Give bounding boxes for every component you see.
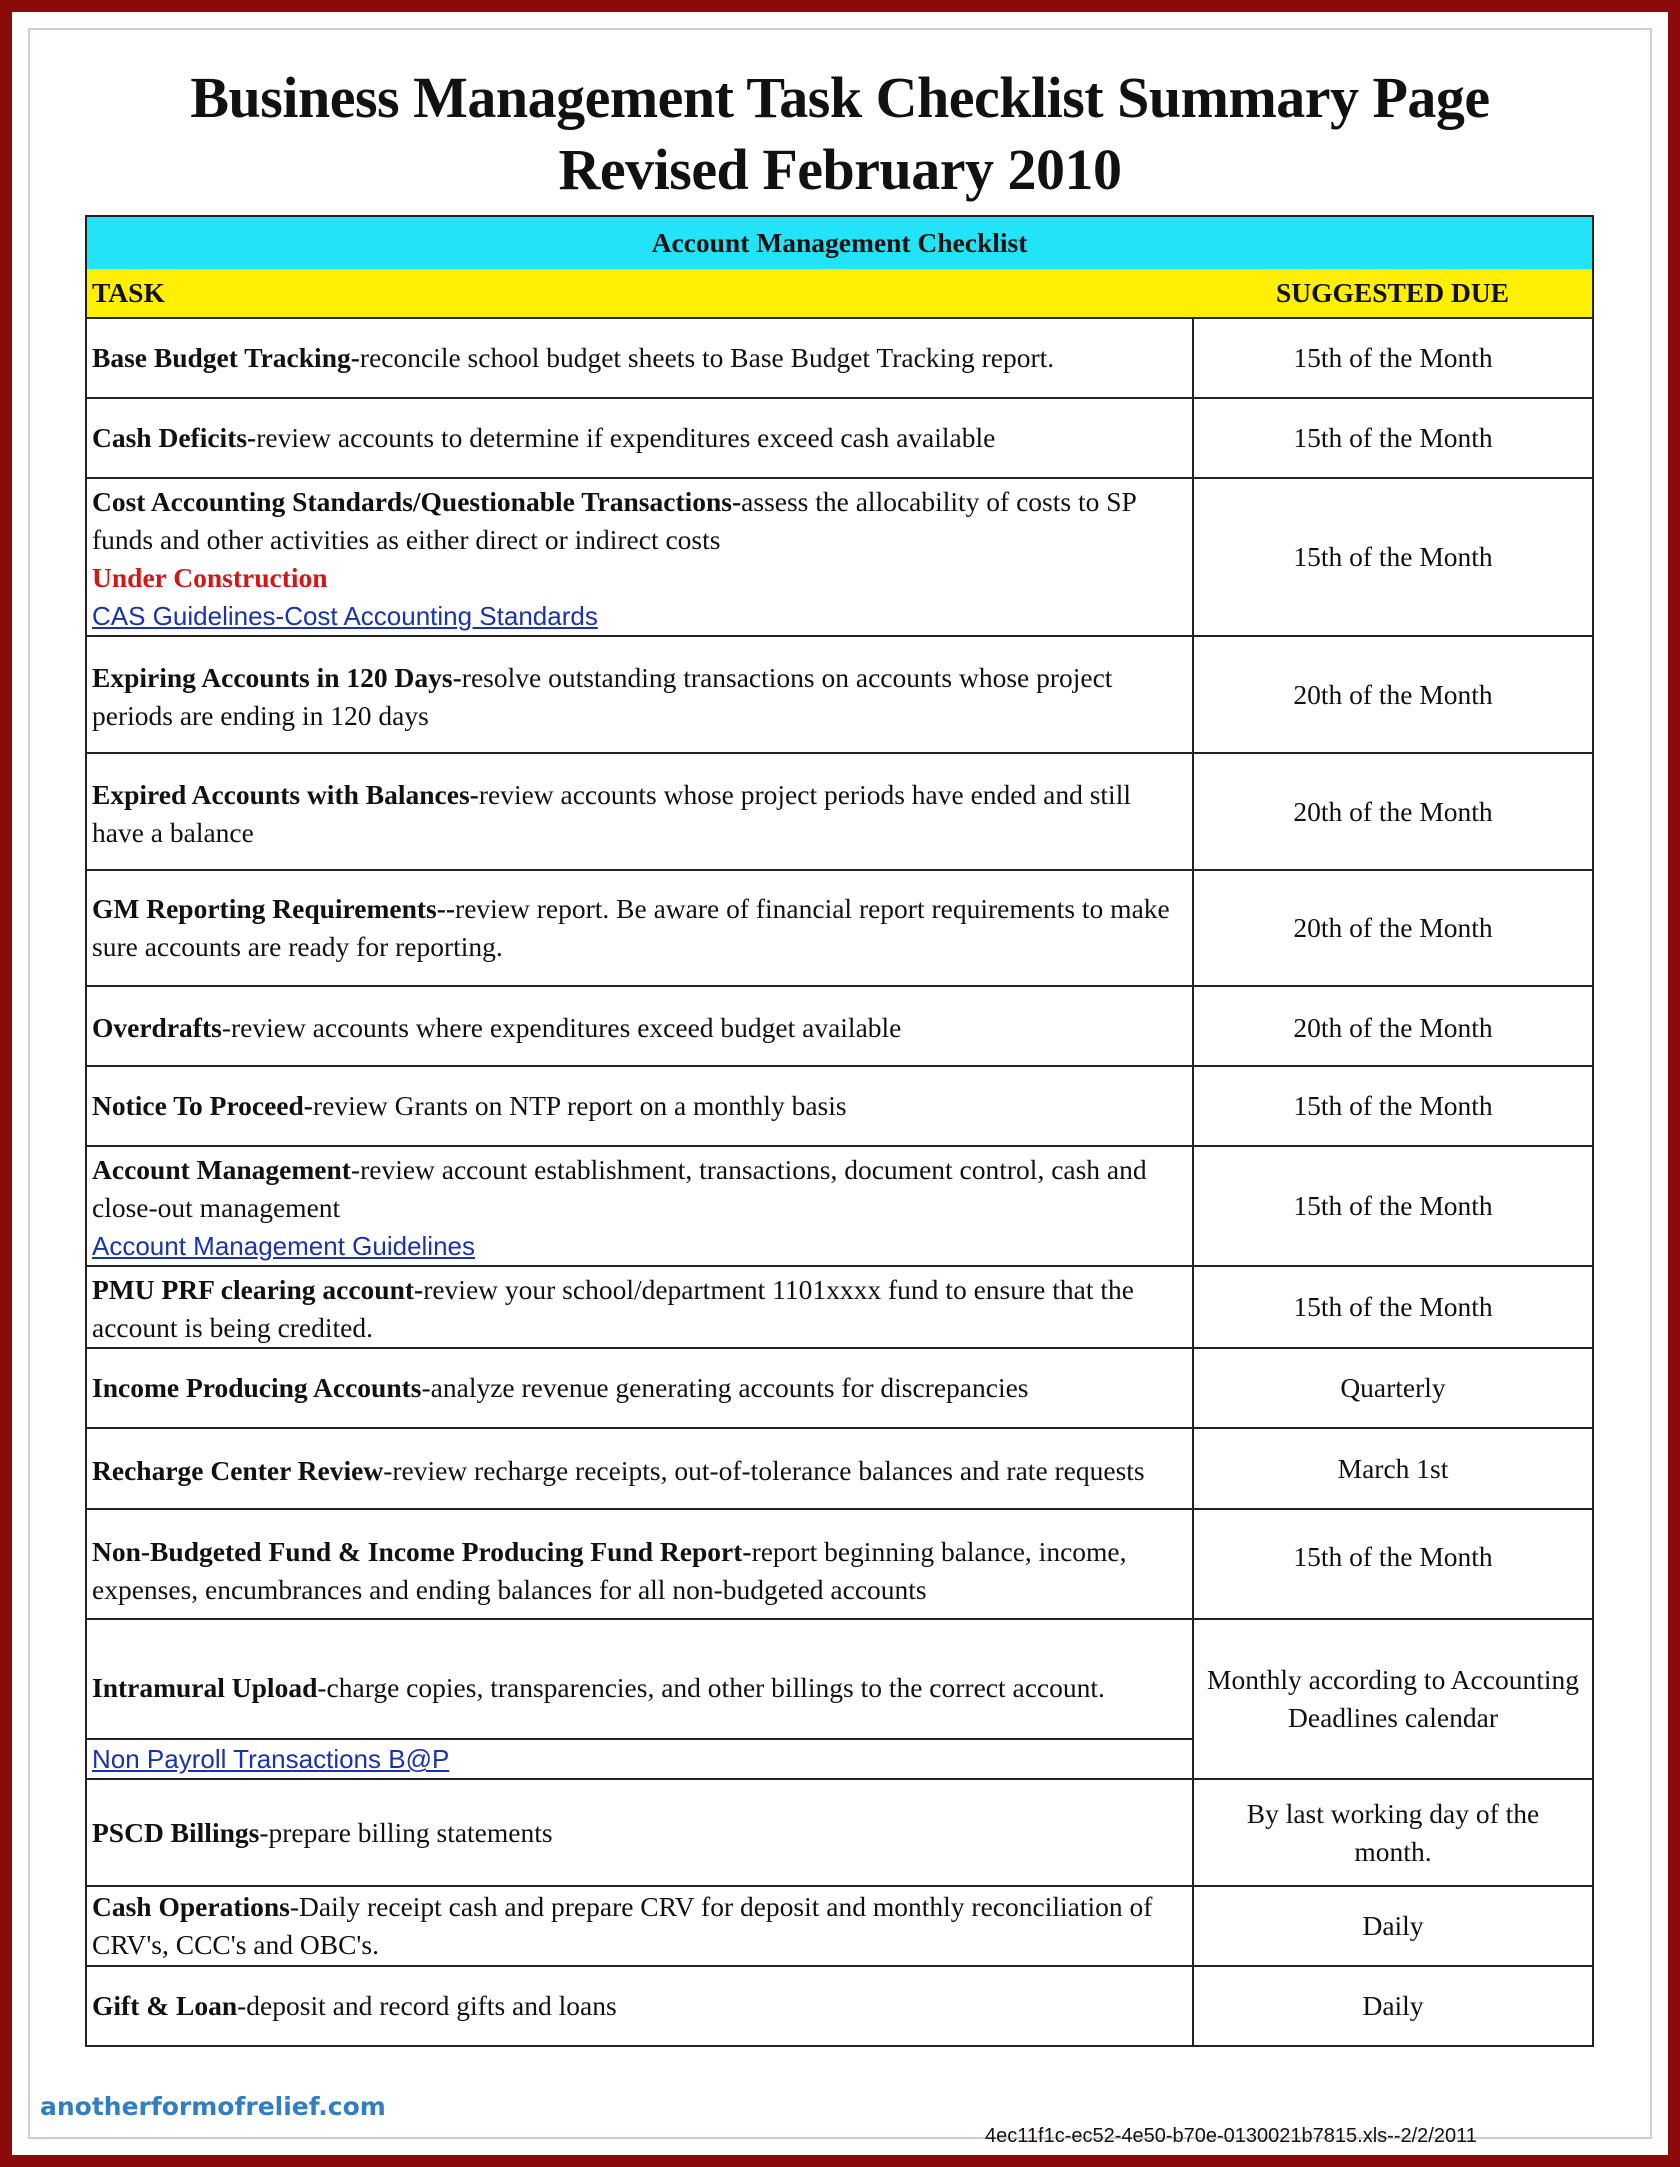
task-desc: -charge copies, transparencies, and other billings to the correct account.	[317, 1672, 1105, 1703]
table-row	[86, 398, 1593, 478]
task-cell	[86, 478, 1193, 636]
task-desc: -review account establishment, transactions, document control, cash and close-out management	[92, 1154, 1147, 1223]
due-cell: March 1st	[1193, 1428, 1593, 1509]
task-cell	[86, 986, 1193, 1066]
task-name: Cash Deficits-	[92, 422, 257, 453]
due-cell: 15th of the Month	[1193, 318, 1593, 398]
header-suggested-due: SUGGESTED DUE	[1193, 269, 1593, 318]
link-cell	[86, 1739, 1193, 1779]
task-name: PMU PRF clearing account-	[92, 1274, 424, 1305]
banner-row	[86, 216, 1593, 269]
header-task: TASK	[86, 269, 1193, 318]
task-cell	[86, 1266, 1193, 1348]
file-footer: 4ec11f1c-ec52-4e50-b70e-0130021b7815.xls--2/2/2011	[985, 2125, 1477, 2147]
task-name: Expired Accounts with Balances-	[92, 778, 479, 810]
task-desc: -Daily receipt cash and prepare CRV for deposit and monthly reconciliation of CRV's, CCC's and OBC's.	[92, 1891, 1153, 1960]
title-line-1: Business Management Task Checklist Summary Page	[190, 65, 1490, 130]
task-name: Overdrafts	[92, 1012, 222, 1043]
task-name: PSCD Billings	[92, 1816, 260, 1848]
table-row	[86, 1266, 1593, 1348]
title-line-2: Revised February 2010	[558, 137, 1122, 202]
task-name: Gift & Loan	[92, 1990, 238, 2021]
due-cell: 20th of the Month	[1193, 636, 1593, 753]
table-row	[86, 318, 1593, 398]
table-row	[86, 1066, 1593, 1146]
due-cell: Monthly according to Accounting Deadlines calendar	[1193, 1619, 1593, 1779]
task-desc: -deposit and record gifts and loans	[237, 1990, 617, 2021]
task-desc: resolve outstanding transactions on accounts whose project periods are ending in 120 days	[92, 661, 1113, 731]
task-cell	[86, 1509, 1193, 1619]
due-cell: Quarterly	[1193, 1348, 1593, 1428]
task-name: Base Budget Tracking-	[92, 342, 360, 373]
task-desc: review accounts whose project periods have ended and still have a balance	[92, 778, 1131, 848]
under-construction-note: Under Construction	[92, 562, 328, 593]
due-cell: 15th of the Month	[1193, 1146, 1593, 1266]
table-row	[86, 753, 1593, 870]
task-cell	[86, 318, 1193, 398]
table-row	[86, 870, 1593, 986]
task-cell	[86, 870, 1193, 986]
task-cell	[86, 398, 1193, 478]
site-watermark: anotherformofrelief.com	[40, 2092, 386, 2121]
due-cell: 20th of the Month	[1193, 753, 1593, 870]
due-cell: 20th of the Month	[1193, 870, 1593, 986]
task-desc: -review recharge receipts, out-of-tolerance balances and rate requests	[383, 1454, 1145, 1486]
cas-guidelines-link[interactable]: CAS Guidelines-Cost Accounting Standards	[92, 601, 598, 631]
task-name: Account Management	[92, 1154, 351, 1185]
task-name: Recharge Center Review	[92, 1454, 384, 1486]
task-name: Income Producing Accounts	[92, 1372, 422, 1403]
table-row	[86, 1348, 1593, 1428]
due-cell: By last working day of the month.	[1193, 1779, 1593, 1886]
task-name: Cash Operations	[92, 1891, 290, 1922]
task-desc: review report. Be aware of financial report requirements to make sure accounts are ready for reporting.	[92, 893, 1170, 962]
table-row	[86, 1779, 1593, 1886]
table-row	[86, 1619, 1593, 1739]
due-cell: 20th of the Month	[1193, 986, 1593, 1066]
table-row	[86, 636, 1593, 753]
table-row	[86, 1966, 1593, 2046]
task-desc: report beginning balance, income, expenses, encumbrances and ending balances for all non-budgeted accounts	[92, 1536, 1127, 1605]
task-cell	[86, 1428, 1193, 1509]
due-cell: 15th of the Month	[1193, 1066, 1593, 1146]
table-banner: Account Management Checklist	[86, 216, 1593, 269]
task-desc: -analyze revenue generating accounts for discrepancies	[421, 1372, 1029, 1403]
task-desc: review your school/department 1101xxxx fund to ensure that the account is being credited.	[92, 1274, 1134, 1343]
table-row	[86, 1509, 1593, 1619]
task-cell	[86, 1066, 1193, 1146]
task-name: Non-Budgeted Fund & Income Producing Fund Report-	[92, 1536, 752, 1567]
due-cell: 15th of the Month	[1193, 478, 1593, 636]
task-cell	[86, 1966, 1193, 2046]
task-cell	[86, 636, 1193, 753]
task-desc: review Grants on NTP report on a monthly basis	[312, 1090, 847, 1121]
table-row	[86, 1886, 1593, 1966]
due-cell: 15th of the Month	[1193, 1266, 1593, 1348]
due-cell: Daily	[1193, 1886, 1593, 1966]
task-cell	[86, 1779, 1193, 1886]
task-name: Notice To Proceed-	[92, 1090, 313, 1121]
table-row	[86, 1146, 1593, 1266]
due-cell: 15th of the Month	[1193, 1509, 1593, 1619]
due-cell: 15th of the Month	[1193, 398, 1593, 478]
task-name: Expiring Accounts in 120 Days-	[92, 661, 462, 693]
task-cell	[86, 1886, 1193, 1966]
table-row	[86, 986, 1593, 1066]
table-row	[86, 478, 1593, 636]
checklist-table	[85, 215, 1594, 2047]
task-cell	[86, 1619, 1193, 1739]
task-cell	[86, 753, 1193, 870]
page-title	[0, 62, 1680, 206]
task-cell	[86, 1146, 1193, 1266]
non-payroll-transactions-link[interactable]: Non Payroll Transactions B@P	[92, 1744, 450, 1774]
task-desc: assess the allocability of costs to SP funds and other activities as either direct or indirect costs	[92, 486, 1136, 555]
task-name: GM Reporting Requirements--	[92, 893, 456, 924]
task-desc: review accounts to determine if expenditures exceed cash available	[256, 422, 996, 453]
table-row	[86, 1428, 1593, 1509]
task-desc: reconcile school budget sheets to Base Budget Tracking report.	[359, 342, 1055, 373]
task-name: Cost Accounting Standards/Questionable Transactions-	[92, 486, 742, 517]
task-desc: -review accounts where expenditures exceed budget available	[221, 1012, 902, 1043]
due-cell: Daily	[1193, 1966, 1593, 2046]
task-cell	[86, 1348, 1193, 1428]
task-desc: -prepare billing statements	[259, 1816, 553, 1848]
account-management-guidelines-link[interactable]: Account Management Guidelines	[92, 1231, 476, 1261]
task-name: Intramural Upload	[92, 1672, 318, 1703]
header-row	[86, 269, 1593, 318]
